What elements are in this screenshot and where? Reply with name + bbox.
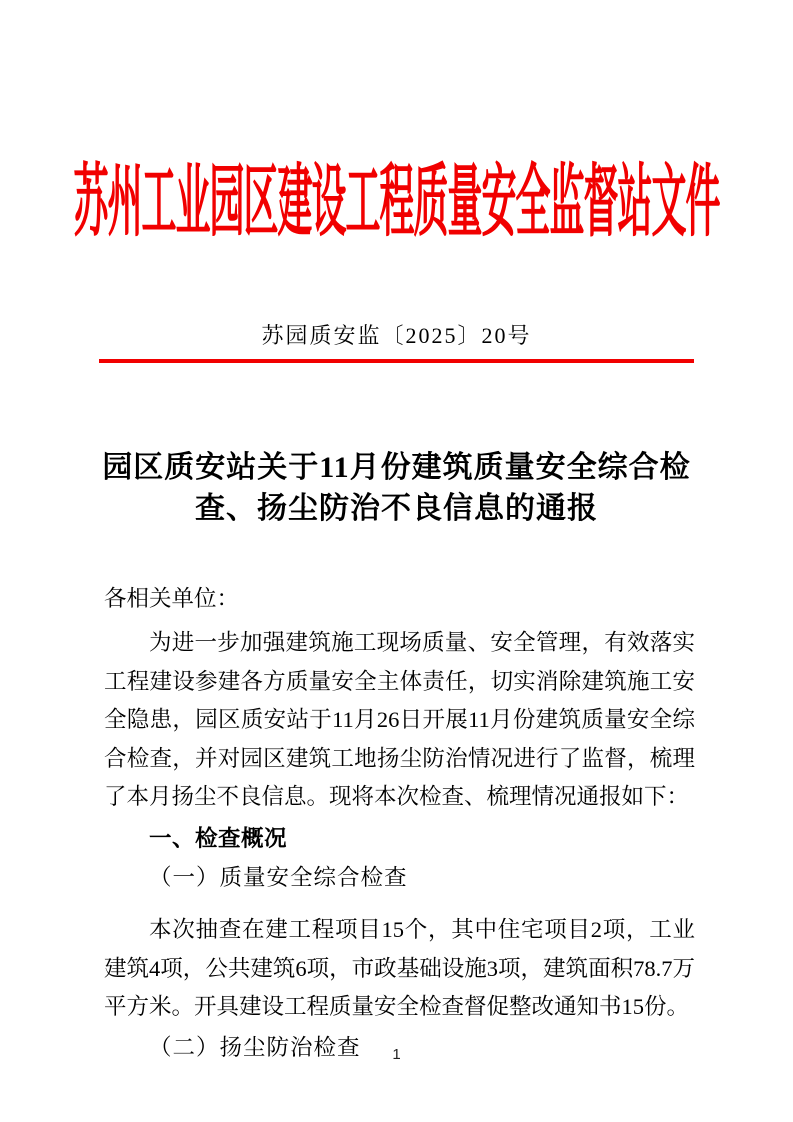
document-number: 苏园质安监〔2025〕20号 bbox=[261, 323, 532, 348]
document-title-line2: 查、扬尘防治不良信息的通报 bbox=[195, 492, 598, 525]
page-number: 1 bbox=[392, 1046, 401, 1063]
document-title-line1: 园区质安站关于11月份建筑质量安全综合检 bbox=[102, 451, 691, 484]
salutation: 各相关单位： bbox=[104, 586, 240, 611]
agency-masthead bbox=[0, 150, 793, 247]
section-1-sub-2-heading: （二）扬尘防治检查 bbox=[149, 1035, 361, 1061]
document-body bbox=[104, 580, 695, 1068]
agency-masthead-text: 苏州工业园区建设工程质量安全监督站文件 bbox=[73, 158, 720, 247]
document-title bbox=[0, 447, 793, 529]
section-1-sub-1-paragraph: 本次抽查在建工程项目15个，其中住宅项目2项，工业建筑4项，公共建筑6项，市政基础设施3项，建筑面积78.7万平方米。开具建设工程质量安全检查督促整改通知书15份。 bbox=[104, 917, 695, 1020]
section-1-heading: 一、检查概况 bbox=[149, 826, 288, 852]
section-1-sub-1-heading: （一）质量安全综合检查 bbox=[149, 864, 408, 890]
red-divider-rule bbox=[99, 359, 694, 363]
intro-paragraph: 为进一步加强建筑施工现场质量、安全管理，有效落实工程建设参建各方质量安全主体责任，切实消除建筑施工安全隐患，园区质安站于11月26日开展11月份建筑质量安全综合检查，并对园区建筑工地扬尘防治情况进行了监督，梳理了本月扬尘不良信息。现将本次检查、梳理情况通报如下： bbox=[104, 630, 695, 810]
